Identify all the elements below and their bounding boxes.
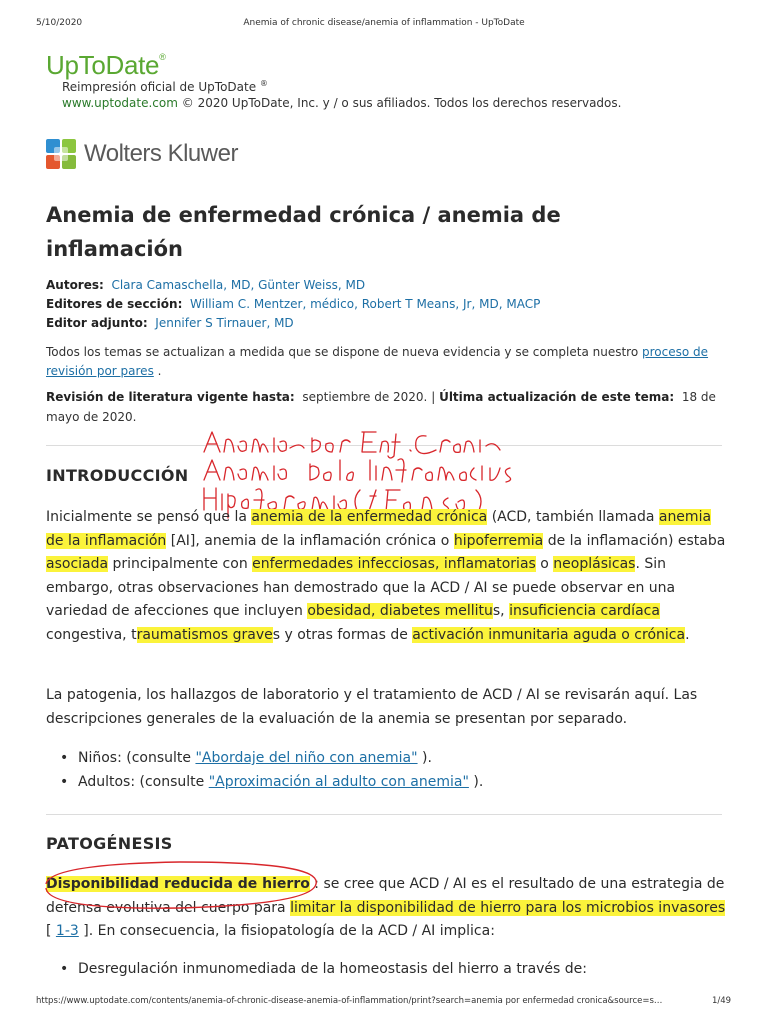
reprint-text: Reimpresión oficial de UpToDate	[62, 80, 257, 94]
text-run: . Sin embargo, otras observaciones han demostrado que la ACD / AI se puede observar en una variedad de afecciones que incluyen	[46, 556, 676, 619]
wolters-kluwer-logo	[46, 137, 238, 171]
list-item	[60, 770, 483, 794]
notice-text: Todos los temas se actualizan a medida que se dispone de nueva evidencia y se completa nuestro	[46, 345, 639, 359]
print-header	[0, 18, 768, 30]
pathogenesis-text-c: ]. En consecuencia, la fisiopatología de la ACD / AI implica:	[78, 923, 495, 939]
child-anemia-link[interactable]: "Abordaje del niño con anemia"	[195, 750, 418, 766]
deputy-editor-link[interactable]: Jennifer S Tirnauer, MD	[155, 316, 294, 330]
section-divider	[46, 814, 722, 815]
highlighted-text: activación inmunitaria aguda o crónica	[412, 626, 686, 643]
print-date: 5/10/2020	[36, 18, 83, 28]
uptodate-logo-text: UpToDate	[46, 50, 160, 80]
text-run: o	[535, 556, 554, 572]
pathogenesis-highlight: limitar la disponibilidad de hierro para los microbios invasores	[290, 899, 726, 916]
reprint-mark: ®	[259, 79, 268, 88]
print-title: Anemia of chronic disease/anemia of inflammation - UpToDate	[243, 18, 525, 28]
authors-label: Autores:	[46, 278, 104, 292]
authors-links[interactable]: Clara Camaschella, MD, Günter Weiss, MD	[111, 278, 366, 292]
peer-review-link[interactable]: proceso de revisión por pares	[46, 345, 709, 378]
copyright-text: © 2020 UpToDate, Inc. y / o sus afiliados. Todos los derechos reservados.	[181, 96, 622, 110]
reference-link[interactable]: 1-3	[55, 923, 79, 939]
updated-label: Última actualización de este tema:	[439, 390, 675, 404]
text-run: congestiva, t	[46, 626, 137, 643]
text-run: [AI], anemia de la inflamación crónica o	[166, 532, 454, 549]
section-editors-label: Editores de sección:	[46, 297, 183, 311]
list-item: • Desregulación inmunomediada de la homeostasis del hierro a través de:	[60, 957, 587, 981]
intro-paragraph-1-runs	[46, 509, 725, 643]
adult-anemia-link[interactable]: "Aproximación al adulto con anemia"	[208, 774, 469, 790]
bullet-suffix: ).	[468, 774, 484, 790]
handwritten-annotation	[200, 420, 530, 520]
text-run: s,	[492, 603, 510, 619]
text-run: (ACD, también llamada	[487, 509, 659, 525]
authors-row	[46, 276, 365, 295]
reprint-notice	[62, 79, 268, 94]
pathogenesis-bullets	[60, 957, 587, 981]
intro-paragraph-2: La patogenia, los hallazgos de laboratorio y el tratamiento de ACD / AI se revisarán aquí. Las descripciones generales de la evaluación de la anemia se presentan por separado.	[46, 687, 698, 727]
update-notice	[46, 343, 716, 381]
pathogenesis-text-b: [	[46, 923, 56, 939]
ink-stroke-line-1	[204, 432, 500, 458]
review-separator: |	[431, 390, 436, 404]
wolters-kluwer-mark-icon	[46, 139, 76, 169]
updated-date: 18 de mayo de 2020.	[46, 390, 716, 424]
highlighted-text: anemia de la inflamación	[46, 509, 712, 549]
highlighted-text: anemia de la enfermedad crónica	[251, 509, 488, 525]
ink-ellipse-stroke	[46, 862, 316, 908]
list-item	[60, 746, 483, 770]
pathogenesis-text-a: : se cree que ACD / AI es el resultado de una estrategia de defensa evolutiva del cuerpo para	[46, 876, 725, 916]
uptodate-logo-mark: ®	[159, 52, 166, 62]
bullet-prefix: Adultos: (consulte	[78, 774, 209, 790]
highlighted-text: asociada	[46, 556, 109, 572]
wolters-kluwer-wordmark: Wolters Kluwer	[84, 140, 238, 167]
notice-end: .	[157, 364, 162, 378]
pathogenesis-heading: PATOGÉNESIS	[46, 834, 173, 853]
highlighted-text: obesidad, diabetes mellitu	[307, 603, 493, 619]
text-run: s y otras formas de	[272, 626, 413, 643]
highlighted-text: raumatismos grave	[136, 626, 273, 643]
intro-paragraph-1	[46, 506, 726, 647]
highlighted-text: insuficiencia cardíaca	[509, 603, 660, 619]
section-editors-links[interactable]: William C. Mentzer, médico, Robert T Means, Jr, MD, MACP	[190, 297, 541, 311]
footer-url: https://www.uptodate.com/contents/anemia-of-chronic-disease-anemia-of-inflammation/print?search=anemia por enfermedad cronica&source=s…	[36, 996, 663, 1006]
bullet-prefix: Niños: (consulte	[78, 750, 196, 766]
iron-availability-term: Disponibilidad reducida de hierro	[46, 876, 310, 892]
text-run: de la inflamación) estaba	[543, 532, 726, 549]
deputy-editor-row	[46, 314, 294, 333]
highlighted-text: hipoferremia	[453, 532, 544, 549]
review-label: Revisión de literatura vigente hasta:	[46, 390, 295, 404]
uptodate-logo[interactable]	[46, 50, 166, 81]
ink-stroke-line-2	[204, 459, 511, 482]
text-run: Inicialmente se pensó que la	[46, 509, 252, 525]
text-run: .	[685, 626, 690, 643]
intro-heading: INTRODUCCIÓN	[46, 466, 189, 485]
site-link[interactable]: www.uptodate.com	[62, 96, 178, 110]
review-date: septiembre de 2020.	[302, 390, 428, 404]
highlighted-text: neoplásicas	[553, 556, 636, 572]
text-run: principalmente con	[108, 556, 253, 572]
article-title: Anemia de enfermedad crónica / anemia de inflamación	[46, 203, 561, 261]
intro-bullets	[60, 746, 483, 794]
bullet-suffix: ).	[417, 750, 432, 766]
highlighted-text: enfermedades infecciosas, inflamatorias	[252, 556, 536, 572]
deputy-editor-label: Editor adjunto:	[46, 316, 148, 330]
section-editors-row	[46, 295, 540, 314]
copyright-line	[62, 96, 621, 110]
handwritten-ellipse	[40, 858, 330, 914]
page-number: 1/49	[712, 996, 732, 1006]
